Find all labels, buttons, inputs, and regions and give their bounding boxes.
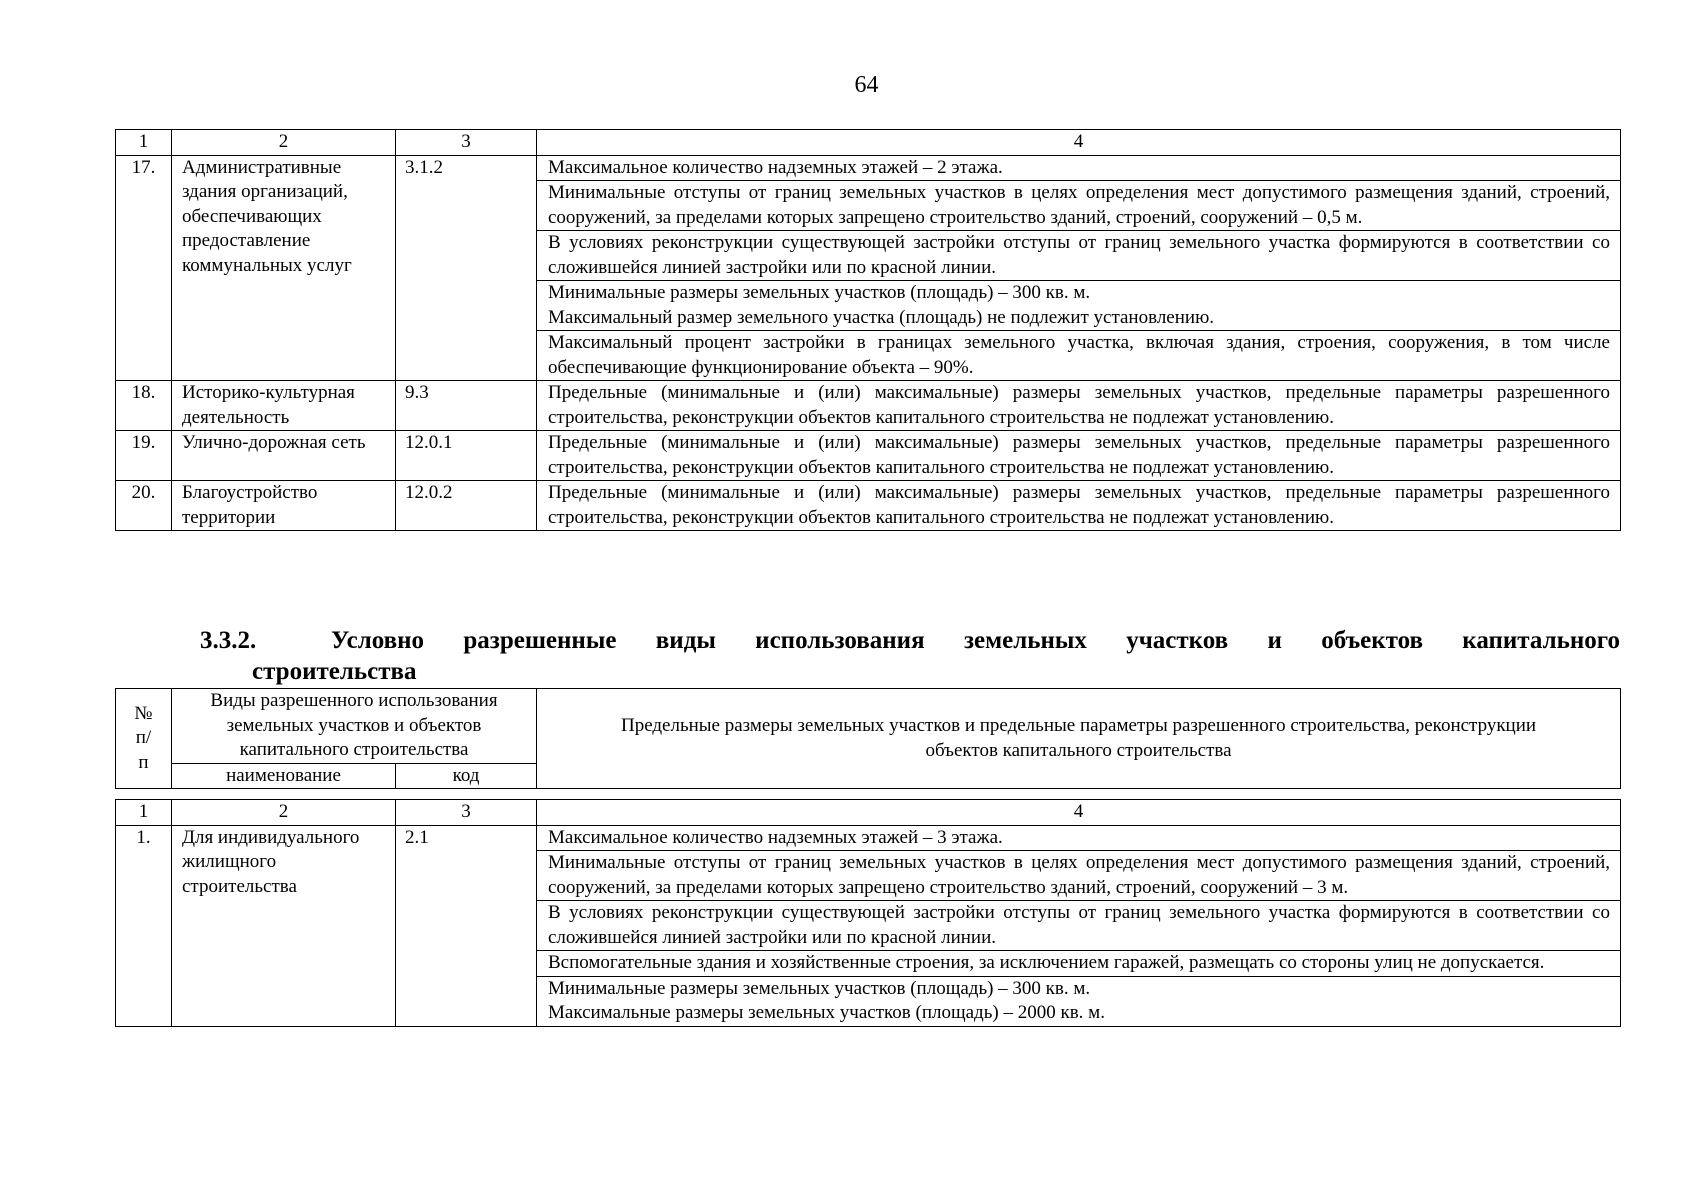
use-name: Благоустройство территории <box>172 481 396 531</box>
table-row <box>116 155 1621 181</box>
row-number: 20. <box>116 481 172 531</box>
parameter-line: Минимальные размеры земельных участков (площадь) – 300 кв. м. <box>548 282 1091 303</box>
section-number: 3.3.2. <box>200 627 257 654</box>
table-row <box>116 381 1621 431</box>
row-number: 19. <box>116 431 172 481</box>
parameter-cell: В условиях реконструкции существующей застройки отступы от границ земельного участка формируются в соответствии со сложившейся линией застройки или по красной линии. <box>537 231 1621 281</box>
conditional-uses-table <box>115 799 1621 1027</box>
column-number: 4 <box>537 130 1621 156</box>
column-number: 2 <box>172 130 396 156</box>
parameter-cell: Максимальное количество надземных этажей – 2 этажа. <box>537 155 1621 181</box>
header-params: Предельные размеры земельных участков и предельные параметры разрешенного строительства, реконструкции объектов капитального строительства <box>537 689 1621 789</box>
header-row <box>116 689 1621 764</box>
header-name: наименование <box>172 763 396 789</box>
section-title-line2: строительства <box>252 658 417 685</box>
parameter-cell: Вспомогательные здания и хозяйственные строения, за исключением гаражей, размещать со стороны улиц не допускается. <box>537 951 1621 977</box>
row-number: 18. <box>116 381 172 431</box>
row-number: 1. <box>116 825 172 1026</box>
section-title-line1: Условно разрешенные виды использования земельных участков и объектов капитального <box>331 627 1620 654</box>
parameter-cell: Предельные (минимальные и (или) максимальные) размеры земельных участков, предельные параметры разрешенного строительства, реконструкции объектов капитального строительства не подлежат установлению. <box>537 481 1621 531</box>
parameter-cell: Минимальные отступы от границ земельных участков в целях определения мест допустимого размещения зданий, строений, сооружений, за пределами которых запрещено строительство зданий, строений, сооружений – 0,5 м. <box>537 181 1621 231</box>
use-code: 12.0.2 <box>396 481 537 531</box>
use-code: 9.3 <box>396 381 537 431</box>
header-group-title: Виды разрешенного использования земельных участков и объектов капитального строительства <box>172 689 537 764</box>
use-code: 12.0.1 <box>396 431 537 481</box>
column-number: 3 <box>396 800 537 826</box>
table-row <box>116 431 1621 481</box>
parameter-cell: Максимальный процент застройки в границах земельного участка, включая здания, строения, сооружения, в том числе обеспечивающие функционирование объекта – 90%. <box>537 331 1621 381</box>
header-code: код <box>396 763 537 789</box>
parameter-cell <box>537 976 1621 1026</box>
column-number-row <box>116 800 1621 826</box>
parameter-line: Максимальные размеры земельных участков (площадь) – 2000 кв. м. <box>548 1002 1105 1023</box>
use-code: 3.1.2 <box>396 155 537 381</box>
column-number: 1 <box>116 800 172 826</box>
use-name: Административные здания организаций, обеспечивающих предоставление коммунальных услуг <box>172 155 396 381</box>
page-number: 64 <box>854 72 879 98</box>
table-row <box>116 481 1621 531</box>
column-number: 2 <box>172 800 396 826</box>
use-name: Для индивидуального жилищного строительства <box>172 825 396 1026</box>
parameter-cell <box>537 281 1621 331</box>
column-number: 4 <box>537 800 1621 826</box>
column-number: 1 <box>116 130 172 156</box>
row-number: 17. <box>116 155 172 381</box>
parameter-line: Максимальный размер земельного участка (площадь) не подлежит установлению. <box>548 306 1215 328</box>
header-num: № п/п <box>116 689 172 789</box>
parameter-line: Минимальные размеры земельных участков (площадь) – 300 кв. м. <box>548 977 1091 999</box>
parameter-cell: Предельные (минимальные и (или) максимальные) размеры земельных участков, предельные параметры разрешенного строительства, реконструкции объектов капитального строительства не подлежат установлению. <box>537 431 1621 481</box>
column-number: 3 <box>396 130 537 156</box>
conditional-uses-table-header <box>115 688 1621 789</box>
permitted-uses-table-continuation <box>115 129 1621 531</box>
use-name: Улично-дорожная сеть <box>172 431 396 481</box>
parameter-cell: Максимальное количество надземных этажей – 3 этажа. <box>537 825 1621 851</box>
section-heading <box>200 626 1620 655</box>
parameter-cell: Предельные (минимальные и (или) максимальные) размеры земельных участков, предельные параметры разрешенного строительства, реконструкции объектов капитального строительства не подлежат установлению. <box>537 381 1621 431</box>
use-name: Историко-культурная деятельность <box>172 381 396 431</box>
column-number-row <box>116 130 1621 156</box>
parameter-cell: В условиях реконструкции существующей застройки отступы от границ земельного участка формируются в соответствии со сложившейся линией застройки или по красной линии. <box>537 901 1621 951</box>
parameter-cell: Минимальные отступы от границ земельных участков в целях определения мест допустимого размещения зданий, строений, сооружений, за пределами которых запрещено строительство зданий, строений, сооружений – 3 м. <box>537 851 1621 901</box>
table-row <box>116 825 1621 851</box>
use-code: 2.1 <box>396 825 537 1026</box>
